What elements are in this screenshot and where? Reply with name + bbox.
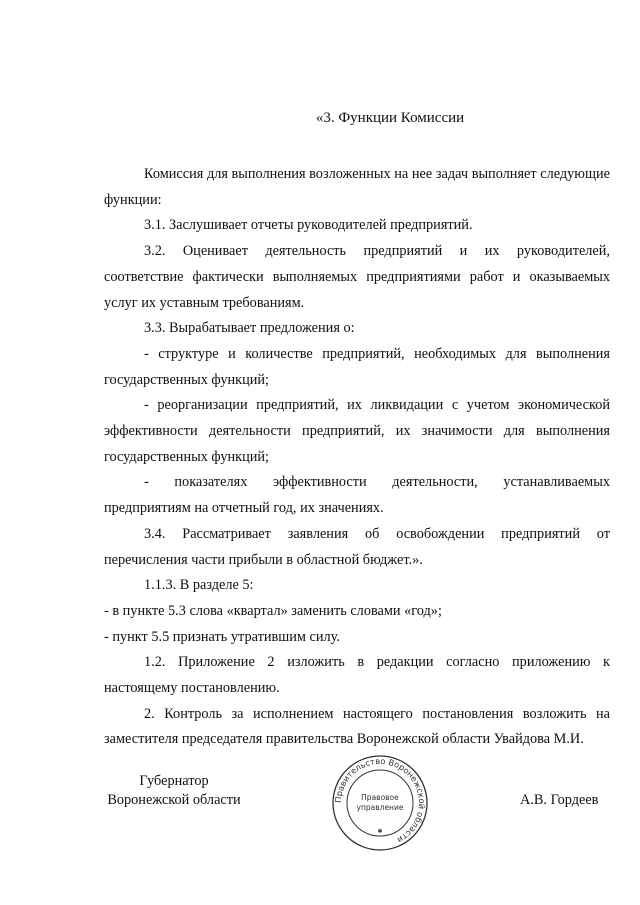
stamp-ring-text: Правительство Воронежской области	[332, 755, 428, 846]
paragraph: 2. Контроль за исполнением настоящего постановления возложить на заместителя председателя правительства Воронежской области Увайдова М.И.	[104, 705, 610, 748]
signatory-title-line2: Воронежской области	[107, 792, 241, 808]
paragraph: Комиссия для выполнения возложенных на нее задач выполняет следующие функции:	[104, 166, 610, 208]
stamp-star-icon: ✱	[377, 828, 383, 835]
paragraph: - структуре и количестве предприятий, необходимых для выполнения государственных функций;	[104, 345, 610, 388]
paragraph: - показателях эффективности деятельности, устанавливаемых предприятиям на отчетный год, их значениях.	[104, 474, 610, 517]
paragraph: 1.1.3. В разделе 5:	[144, 577, 254, 594]
document-body	[104, 162, 610, 753]
paragraph: - пункт 5.5 признать утратившим силу.	[104, 628, 340, 645]
stamp-center-line2: управление	[356, 803, 404, 812]
stamp-center-line1: Правовое	[361, 793, 399, 802]
paragraph: - в пункте 5.3 слова «квартал» заменить словами «год»;	[104, 602, 442, 619]
paragraph: 3.4. Рассматривает заявления об освобождении предприятий от перечисления части прибыли в областной бюджет.».	[104, 525, 610, 568]
section-heading: «3. Функции Комиссии	[315, 110, 465, 126]
signatory-title-line1: Губернатор	[139, 773, 209, 789]
signatory-title	[104, 772, 244, 810]
paragraph: - реорганизации предприятий, их ликвидации с учетом экономической эффективности деятельности предприятий, их значимости для выполнения государственных функций;	[104, 397, 610, 465]
seal-stamp	[330, 753, 430, 853]
paragraph: 3.1. Заслушивает отчеты руководителей предприятий.	[144, 217, 473, 234]
paragraph: 1.2. Приложение 2 изложить в редакции согласно приложению к настоящему постановлению.	[104, 654, 610, 697]
signatory-name: А.В. Гордеев	[520, 792, 599, 808]
paragraph: 3.2. Оценивает деятельность предприятий и их руководителей, соответствие фактически выполняемых предприятиями работ и оказываемых услуг их уставным требованиям.	[104, 243, 610, 311]
paragraph: 3.3. Вырабатывает предложения о:	[144, 320, 355, 337]
